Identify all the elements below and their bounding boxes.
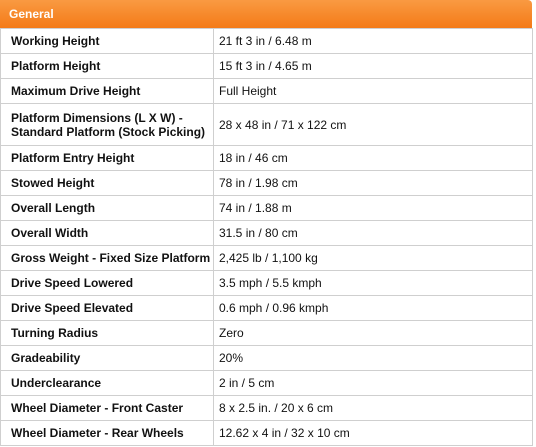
spec-value: 3.5 mph / 5.5 kmph <box>214 271 533 296</box>
spec-value: 12.62 x 4 in / 32 x 10 cm <box>214 421 533 446</box>
spec-row-wheel-diameter-front <box>1 396 533 421</box>
spec-label: Overall Length <box>1 196 214 221</box>
spec-row-turning-radius <box>1 321 533 346</box>
spec-label: Gradeability <box>1 346 214 371</box>
spec-label: Platform Entry Height <box>1 146 214 171</box>
spec-value: 74 in / 1.88 m <box>214 196 533 221</box>
spec-table <box>0 28 533 446</box>
spec-label: Overall Width <box>1 221 214 246</box>
section-header-general: General <box>0 0 532 28</box>
spec-value: Full Height <box>214 79 533 104</box>
spec-label: Drive Speed Elevated <box>1 296 214 321</box>
spec-value: 21 ft 3 in / 6.48 m <box>214 29 533 54</box>
spec-value: 18 in / 46 cm <box>214 146 533 171</box>
spec-row-overall-width <box>1 221 533 246</box>
spec-value: Zero <box>214 321 533 346</box>
spec-row-drive-speed-elevated <box>1 296 533 321</box>
spec-row-platform-height <box>1 54 533 79</box>
spec-label: Wheel Diameter - Rear Wheels <box>1 421 214 446</box>
spec-value: 8 x 2.5 in. / 20 x 6 cm <box>214 396 533 421</box>
spec-row-platform-dimensions <box>1 104 533 146</box>
spec-value: 20% <box>214 346 533 371</box>
spec-row-platform-entry-height <box>1 146 533 171</box>
spec-label: Working Height <box>1 29 214 54</box>
spec-label: Platform Dimensions (L X W) - Standard Platform (Stock Picking) <box>1 104 214 146</box>
spec-value: 15 ft 3 in / 4.65 m <box>214 54 533 79</box>
spec-label: Wheel Diameter - Front Caster <box>1 396 214 421</box>
spec-label: Turning Radius <box>1 321 214 346</box>
spec-value: 31.5 in / 80 cm <box>214 221 533 246</box>
spec-label: Stowed Height <box>1 171 214 196</box>
spec-row-drive-speed-lowered <box>1 271 533 296</box>
spec-value: 2,425 lb / 1,100 kg <box>214 246 533 271</box>
spec-value: 0.6 mph / 0.96 kmph <box>214 296 533 321</box>
spec-row-underclearance <box>1 371 533 396</box>
spec-label: Underclearance <box>1 371 214 396</box>
spec-row-gross-weight <box>1 246 533 271</box>
spec-label: Platform Height <box>1 54 214 79</box>
spec-row-working-height <box>1 29 533 54</box>
spec-label: Drive Speed Lowered <box>1 271 214 296</box>
spec-row-gradeability <box>1 346 533 371</box>
spec-value: 78 in / 1.98 cm <box>214 171 533 196</box>
spec-row-stowed-height <box>1 171 533 196</box>
spec-label: Gross Weight - Fixed Size Platform <box>1 246 214 271</box>
spec-label: Maximum Drive Height <box>1 79 214 104</box>
spec-row-maximum-drive-height <box>1 79 533 104</box>
spec-row-overall-length <box>1 196 533 221</box>
spec-value: 2 in / 5 cm <box>214 371 533 396</box>
spec-value: 28 x 48 in / 71 x 122 cm <box>214 104 533 146</box>
spec-row-wheel-diameter-rear <box>1 421 533 446</box>
